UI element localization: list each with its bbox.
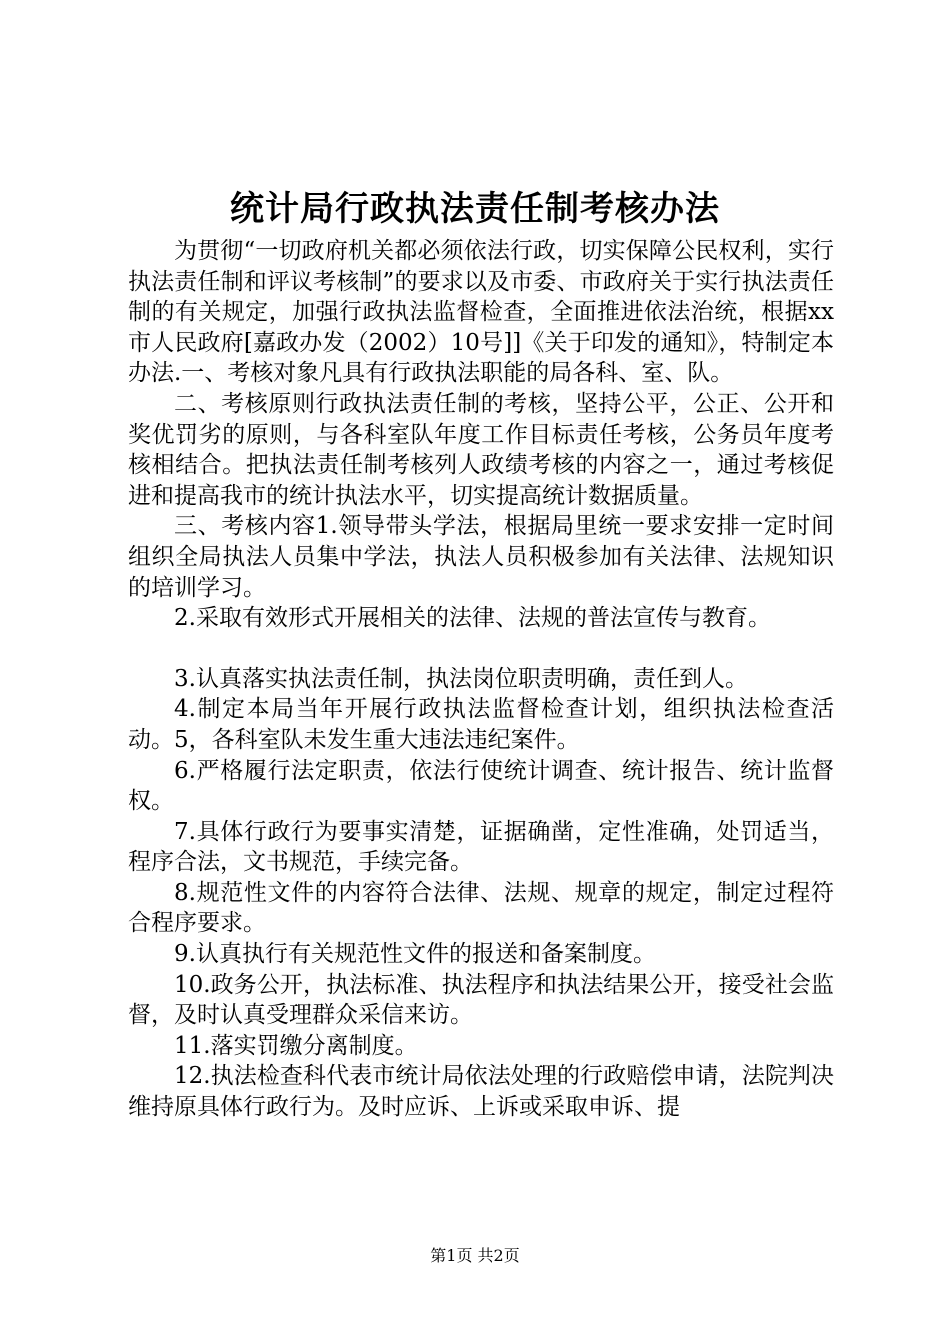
paragraph-content-item-3: 3.认真落实执法责任制，执法岗位职责明确，责任到人。 [174, 665, 748, 692]
paragraph-content-item-10: 10.政务公开，执法标准、执法程序和执法结果公开，接受社会监督，及时认真受理群众采信来访。 [128, 971, 834, 1029]
paragraph-content-item-12: 12.执法检查科代表市统计局依法处理的行政赔偿申请，法院判决维持原具体行政行为。及时应诉、上诉或采取申诉、提 [128, 1063, 834, 1121]
paragraph-content-item-7: 7.具体行政行为要事实清楚，证据确凿，定性准确，处罚适当，程序合法，文书规范，手续完备。 [128, 818, 834, 876]
paragraph-content-item-2: 2.采取有效形式开展相关的法律、法规的普法宣传与教育。 [174, 605, 771, 632]
paragraph-content-item-1: 三、考核内容1.领导带头学法，根据局里统一要求安排一定时间组织全局执法人员集中学法，执法人员积极参加有关法律、法规知识的培训学习。 [128, 513, 834, 601]
paragraph-content-item-6: 6.严格履行法定职责，依法行使统计调查、统计报告、统计监督权。 [128, 757, 834, 815]
document-body [128, 236, 834, 1123]
paragraph-content-item-4-5: 4.制定本局当年开展行政执法监督检查计划，组织执法检查活动。5，各科室队未发生重大违法违纪案件。 [128, 696, 834, 753]
paragraph-preamble: 为贯彻“一切政府机关都必须依法行政，切实保障公民权利，实行执法责任制和评议考核制”的要求以及市委、市政府关于实行执法责任制的有关规定，加强行政执法监督检查，全面推进依法治统，根据xx市人民政府[嘉政办发（2002）10号]]《关于印发的通知》，特制定本办法.一、考核对象凡具有行政执法职能的局各科、室、队。 [128, 238, 834, 387]
page-number-footer: 第1页 共2页 [430, 1246, 520, 1265]
paragraph-content-item-11: 11.落实罚缴分离制度。 [174, 1032, 418, 1059]
document-title: 统计局行政执法责任制考核办法 [230, 189, 720, 229]
paragraph-content-item-8: 8.规范性文件的内容符合法律、法规、规章的规定，制定过程符合程序要求。 [128, 879, 834, 937]
paragraph-content-item-9: 9.认真执行有关规范性文件的报送和备案制度。 [174, 941, 656, 968]
paragraph-principles: 二、考核原则行政执法责任制的考核，坚持公平，公正、公开和奖优罚劣的原则，与各科室队年度工作目标责任考核，公务员年度考核相结合。把执法责任制考核列人政绩考核的内容之一，通过考核促进和提高我市的统计执法水平，切实提高统计数据质量。 [128, 390, 834, 509]
